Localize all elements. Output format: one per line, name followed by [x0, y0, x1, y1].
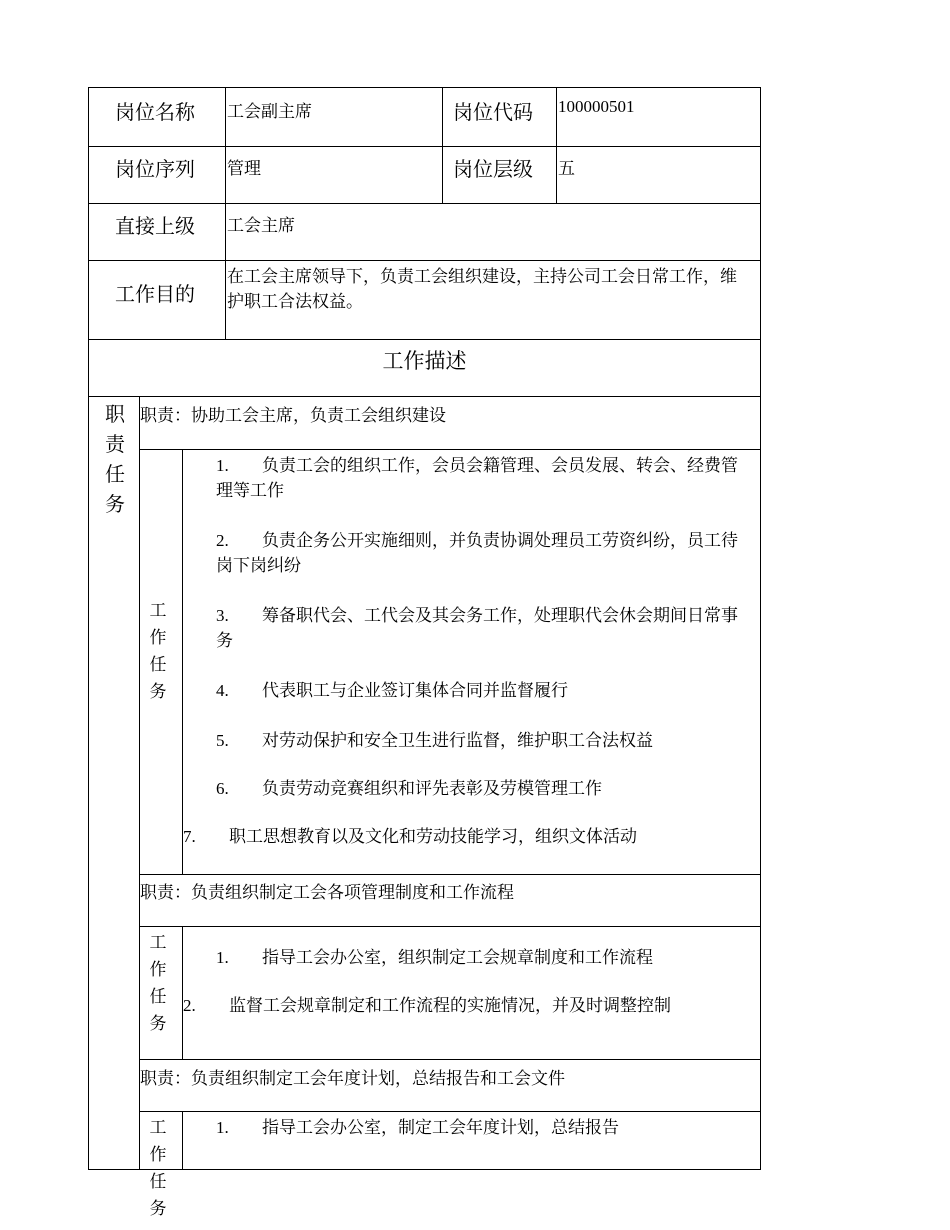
purpose-label: 工作目的 — [115, 284, 195, 306]
task-text: 指导工会办公室，组织制定工会规章制度和工作流程 — [262, 948, 653, 967]
task-item — [216, 453, 750, 503]
duty-title: 职责：负责组织制定工会各项管理制度和工作流程 — [140, 883, 514, 902]
task-number: 2. — [183, 996, 196, 1015]
task-number: 1. — [216, 948, 229, 967]
task-number: 2. — [216, 531, 229, 550]
section-title: 工作描述 — [382, 349, 467, 373]
task-item — [216, 678, 750, 703]
level-value: 五 — [558, 159, 575, 178]
task-text: 监督工会规章制定和工作流程的实施情况，并及时调整控制 — [229, 996, 671, 1015]
task-number: 7. — [183, 827, 196, 846]
col-divider — [225, 87, 226, 340]
sequence-label: 岗位序列 — [115, 159, 195, 181]
task-number: 1. — [216, 456, 229, 475]
task-vertical-label: 工作任务 — [149, 933, 167, 1033]
col-divider — [442, 87, 443, 204]
row-divider — [88, 146, 761, 147]
task-item — [216, 776, 750, 801]
position-name-value: 工会副主席 — [227, 102, 312, 121]
level-label: 岗位层级 — [453, 159, 533, 181]
row-divider — [88, 339, 761, 340]
task-vertical-label: 工作任务 — [149, 601, 167, 701]
task-vertical-label: 工作任务 — [149, 1118, 167, 1218]
row-divider — [88, 203, 761, 204]
task-text: 职工思想教育以及文化和劳动技能学习，组织文体活动 — [229, 827, 637, 846]
task-item — [183, 824, 753, 849]
task-text: 代表职工与企业签订集体合同并监督履行 — [262, 681, 568, 700]
superior-value: 工会主席 — [227, 216, 295, 235]
task-item — [216, 603, 750, 653]
superior-label: 直接上级 — [115, 216, 195, 238]
row-divider — [88, 396, 761, 397]
col-divider — [182, 1111, 183, 1170]
task-text: 负责劳动竞赛组织和评先表彰及劳模管理工作 — [262, 779, 602, 798]
task-number: 5. — [216, 731, 229, 750]
duty-title: 职责：协助工会主席，负责工会组织建设 — [140, 406, 446, 425]
duties-vertical-label: 职责任务 — [105, 404, 125, 516]
task-text: 对劳动保护和安全卫生进行监督，维护职工合法权益 — [262, 731, 653, 750]
position-code-label: 岗位代码 — [453, 102, 533, 124]
col-divider — [139, 396, 140, 1170]
col-divider — [556, 87, 557, 204]
row-divider — [139, 1059, 761, 1060]
task-number: 4. — [216, 681, 229, 700]
task-number: 3. — [216, 606, 229, 625]
row-divider — [139, 449, 761, 450]
task-item — [183, 993, 753, 1018]
task-text: 负责工会的组织工作，会员会籍管理、会员发展、转会、经费管理等工作 — [216, 456, 738, 500]
row-divider — [139, 874, 761, 875]
duty-title: 职责：负责组织制定工会年度计划，总结报告和工会文件 — [140, 1069, 565, 1088]
task-text: 负责企务公开实施细则，并负责协调处理员工劳资纠纷，员工待岗下岗纠纷 — [216, 531, 738, 575]
position-code-value: 100000501 — [558, 97, 635, 116]
sequence-value: 管理 — [227, 159, 261, 178]
row-divider — [139, 926, 761, 927]
position-name-label: 岗位名称 — [115, 102, 195, 124]
col-divider — [182, 449, 183, 875]
task-item — [216, 1115, 750, 1140]
task-item — [216, 728, 750, 753]
task-item — [216, 528, 750, 578]
purpose-value: 在工会主席领导下，负责工会组织建设，主持公司工会日常工作，维护职工合法权益。 — [227, 267, 737, 311]
task-number: 1. — [216, 1118, 229, 1137]
task-item — [216, 945, 750, 970]
row-divider — [88, 260, 761, 261]
task-text: 指导工会办公室，制定工会年度计划，总结报告 — [262, 1118, 619, 1137]
task-text: 筹备职代会、工代会及其会务工作，处理职代会休会期间日常事务 — [216, 606, 738, 650]
row-divider — [139, 1111, 761, 1112]
task-number: 6. — [216, 779, 229, 798]
